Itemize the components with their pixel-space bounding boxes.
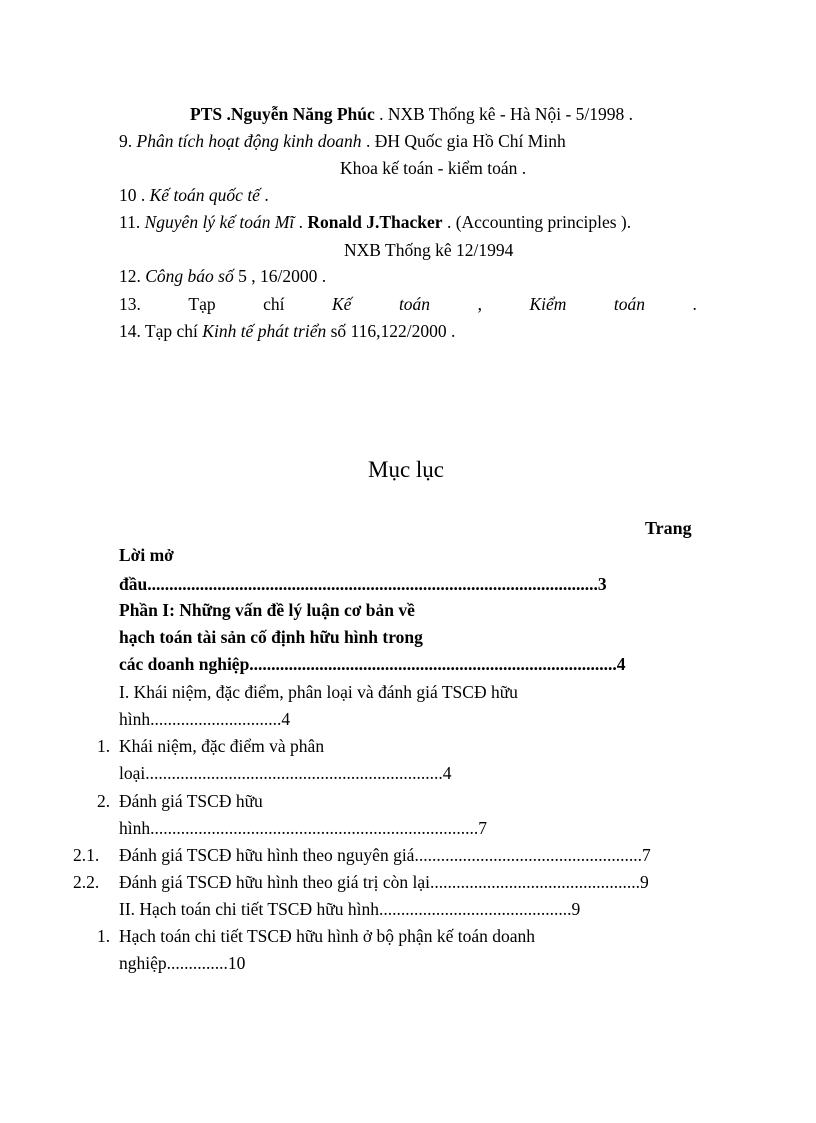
toc-entry-2-2: Đánh giá TSCĐ hữu hình theo giá trị còn lại................................................9 (119, 872, 649, 892)
ref8-publisher: . NXB Thống kê - Hà Nội - 5/1998 . (374, 104, 634, 124)
toc-entry-intro-line1: Lời mở (119, 545, 174, 565)
ref10-number: 10 . (119, 185, 150, 205)
ref14-prefix: 14. Tạp chí (119, 321, 203, 341)
ref9-title: Phân tích hoạt động kinh doanh (136, 131, 362, 151)
toc-entry-part1-line2: hạch toán tài sản cố định hữu hình trong (119, 627, 423, 647)
ref14-issue: số 116,122/2000 . (326, 321, 456, 341)
ref13-word: chí (263, 294, 285, 314)
ref11-subtitle: . (Accounting principles ). (442, 212, 632, 232)
ref12-number: 12. (119, 266, 146, 286)
reference-13 (119, 293, 697, 315)
ref10-end: . (259, 185, 269, 205)
ref13-word: Kế (331, 294, 352, 314)
toc-entry-2-line1: Đánh giá TSCĐ hữu (119, 791, 263, 811)
ref12-issue: 5 , 16/2000 . (233, 266, 327, 286)
reference-9 (119, 130, 566, 152)
ref13-word: toán (398, 294, 431, 314)
reference-12 (119, 265, 326, 287)
toc-entry-2-1: Đánh giá TSCĐ hữu hình theo nguyên giá....................................................7 (119, 845, 651, 865)
ref8-author: PTS .Nguyễn Năng Phúc (190, 104, 375, 124)
reference-14 (119, 320, 455, 342)
toc-entry-2-1-number: 2.1. (73, 845, 100, 865)
toc-entry-1-number: 1. (97, 736, 111, 756)
toc-entry-3-line1: Hạch toán chi tiết TSCĐ hữu hình ở bộ phận kế toán doanh (119, 926, 535, 946)
ref10-title: Kế toán quốc tế (149, 185, 260, 205)
ref11-sep: . (294, 212, 308, 232)
toc-entry-part1-line1: Phần I: Những vấn đề lý luận cơ bản về (119, 600, 415, 620)
toc-entry-2-line2: hình...........................................................................7 (119, 818, 487, 838)
ref11-number: 11. (119, 212, 145, 232)
toc-entry-3-line2: nghiệp..............10 (119, 953, 246, 973)
ref13-word: , (477, 294, 482, 314)
reference-10 (119, 184, 269, 206)
ref9-number: 9. (119, 131, 137, 151)
ref11-title: Nguyên lý kế toán Mĩ (144, 212, 295, 232)
ref11-author: Ronald J.Thacker (307, 212, 443, 232)
ref13-word: . (692, 294, 697, 314)
toc-page-column-header: Trang (645, 518, 692, 538)
toc-entry-1-line1: Khái niệm, đặc điểm và phân (119, 736, 325, 756)
ref13-word: toán (613, 294, 646, 314)
toc-entry-3-number: 1. (97, 926, 111, 946)
ref12-title: Công báo số (145, 266, 234, 286)
toc-entry-section2: II. Hạch toán chi tiết TSCĐ hữu hình............................................9 (119, 899, 581, 919)
toc-entry-part1-line3: các doanh nghiệp....................................................................................4 (119, 654, 626, 674)
reference-11-line2: NXB Thống kê 12/1994 (344, 240, 514, 260)
ref9-publisher: . ĐH Quốc gia Hồ Chí Minh (361, 131, 566, 151)
reference-9-line2: Khoa kế toán - kiểm toán . (340, 158, 527, 178)
ref13-word: Tạp (188, 294, 216, 314)
toc-entry-intro-line2 (119, 573, 607, 595)
toc-entry-section1-line1: I. Khái niệm, đặc điểm, phân loại và đánh giá TSCĐ hữu (119, 682, 518, 702)
toc-entry-intro-text: đầu.......................................................................................................3 (119, 574, 607, 594)
toc-entry-section1-line2: hình..............................4 (119, 709, 291, 729)
toc-entry-2-2-number: 2.2. (73, 872, 100, 892)
reference-11 (119, 211, 631, 233)
ref13-word: Kiểm (529, 294, 567, 314)
reference-8 (190, 103, 633, 125)
toc-title: Mục lục (368, 457, 445, 482)
ref13-word: 13. (119, 294, 141, 314)
toc-entry-1-line2: loại....................................................................4 (119, 763, 452, 783)
toc-entry-2-number: 2. (97, 791, 111, 811)
ref14-title: Kinh tế phát triển (202, 321, 327, 341)
